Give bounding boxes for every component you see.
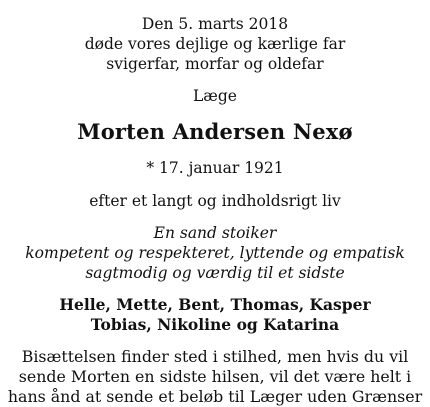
- relations-line: svigerfar, morfar og oldefar: [106, 55, 324, 73]
- life-phrase: efter et langt og indholdsrigt liv: [89, 192, 341, 210]
- death-date-line: Den 5. marts 2018: [141, 15, 289, 33]
- tribute-line: sagtmodig og værdig til et sidste: [85, 264, 345, 282]
- tribute-line: kompetent og respekteret, lyttende og empatisk: [25, 244, 405, 262]
- birth-date: * 17. januar 1921: [146, 159, 284, 177]
- tribute-line: En sand stoiker: [153, 224, 277, 242]
- family-block: [0, 295, 430, 335]
- intro-line: døde vores dejlige og kærlige far: [84, 35, 346, 53]
- funeral-line: Bisættelsen finder sted i stilhed, men hvis du vil: [21, 347, 409, 366]
- family-names-line: Helle, Mette, Bent, Thomas, Kasper: [59, 295, 371, 314]
- funeral-line: sende Morten en sidste hilsen, vil det være helt i: [18, 367, 412, 386]
- deceased-name: Morten Andersen Nexø: [77, 119, 353, 144]
- intro-block: [0, 14, 430, 74]
- tribute-block: [0, 223, 430, 283]
- profession-label: Læge: [193, 87, 237, 105]
- family-names-line: Tobias, Nikoline og Katarina: [90, 315, 340, 334]
- funeral-line: hans ånd at sende et beløb til Læger uden Grænser: [7, 387, 423, 406]
- funeral-block: [0, 347, 430, 407]
